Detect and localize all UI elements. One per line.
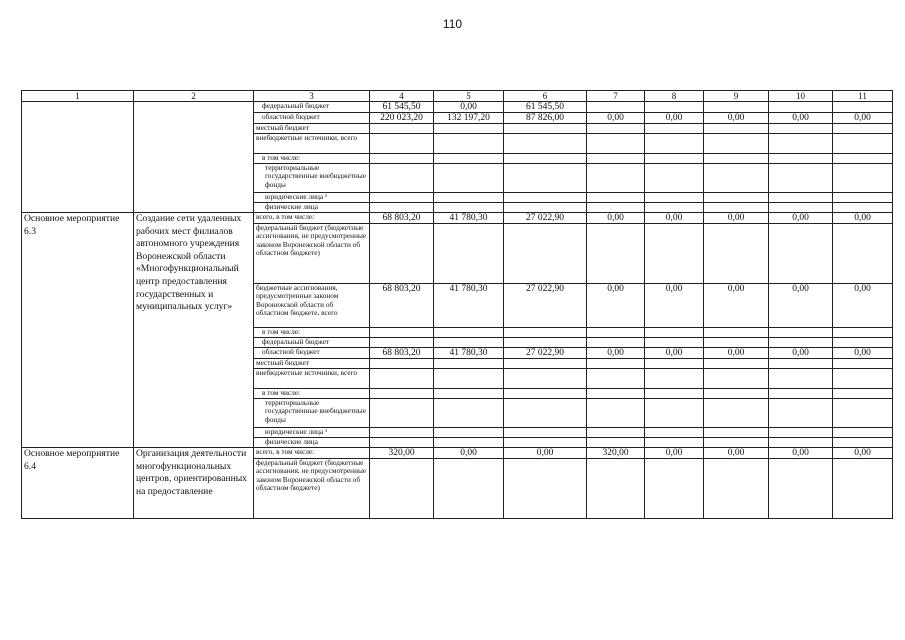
measure-name: Создание сети удаленных рабочих мест филиалов автономного учреждения Воронежской области «Многофункциональный центр предоставления государственных и муниципальных услуг» (134, 213, 254, 448)
value-cell (769, 328, 833, 338)
value-cell (704, 399, 769, 428)
value-cell: 68 803,20 (370, 348, 434, 359)
value-cell: 0,00 (504, 448, 587, 459)
value-cell: 0,00 (645, 113, 704, 124)
value-cell (504, 459, 587, 519)
value-cell (504, 399, 587, 428)
value-cell (587, 369, 645, 389)
value-cell (504, 134, 587, 154)
value-cell (587, 203, 645, 213)
value-cell (504, 338, 587, 348)
value-cell: 27 022,90 (504, 284, 587, 328)
value-cell (370, 389, 434, 399)
value-cell (704, 102, 769, 113)
value-cell: 61 545,50 (504, 102, 587, 113)
value-cell (587, 428, 645, 438)
value-cell: 0,00 (769, 284, 833, 328)
value-cell (645, 459, 704, 519)
value-cell: 0,00 (645, 348, 704, 359)
col-header: 6 (504, 91, 587, 102)
source-label: областной бюджет (254, 348, 370, 359)
value-cell (645, 328, 704, 338)
value-cell (704, 459, 769, 519)
col-header: 10 (769, 91, 833, 102)
value-cell (833, 134, 893, 154)
value-cell (434, 438, 504, 448)
value-cell (704, 369, 769, 389)
value-cell (645, 164, 704, 193)
source-label: местный бюджет (254, 359, 370, 369)
value-cell: 0,00 (769, 213, 833, 224)
value-cell: 41 780,30 (434, 213, 504, 224)
value-cell (370, 203, 434, 213)
value-cell (587, 102, 645, 113)
value-cell: 220 023,20 (370, 113, 434, 124)
measure-code: Основное мероприятие 6.3 (22, 213, 134, 448)
value-cell (704, 328, 769, 338)
source-label: всего, в том числе: (254, 448, 370, 459)
value-cell (370, 328, 434, 338)
value-cell (504, 224, 587, 284)
value-cell (645, 102, 704, 113)
value-cell: 0,00 (587, 284, 645, 328)
source-label: внебюджетные источники, всего (254, 369, 370, 389)
source-label: внебюджетные источники, всего (254, 134, 370, 154)
source-label: федеральный бюджет (бюджетные ассигнования, не предусмотренные законом Воронежской области об областном бюджете) (254, 224, 370, 284)
value-cell (645, 399, 704, 428)
value-cell: 320,00 (370, 448, 434, 459)
col-header: 1 (22, 91, 134, 102)
value-cell (833, 154, 893, 164)
value-cell (704, 193, 769, 203)
column-header-row (22, 91, 893, 102)
col-header: 4 (370, 91, 434, 102)
value-cell (833, 389, 893, 399)
source-label: в том числе: (254, 154, 370, 164)
value-cell (704, 428, 769, 438)
source-label: территориальные государственные внебюджетные фонды (254, 399, 370, 428)
value-cell (833, 203, 893, 213)
value-cell: 0,00 (769, 448, 833, 459)
value-cell (645, 154, 704, 164)
value-cell (587, 154, 645, 164)
value-cell (704, 438, 769, 448)
value-cell (833, 193, 893, 203)
value-cell: 68 803,20 (370, 284, 434, 328)
value-cell: 0,00 (434, 448, 504, 459)
table-row (22, 213, 893, 224)
source-label: местный бюджет (254, 124, 370, 134)
col-header: 8 (645, 91, 704, 102)
source-label: федеральный бюджет (254, 338, 370, 348)
value-cell (769, 359, 833, 369)
value-cell (769, 428, 833, 438)
value-cell (769, 369, 833, 389)
value-cell (645, 389, 704, 399)
value-cell (769, 438, 833, 448)
value-cell: 0,00 (587, 348, 645, 359)
value-cell: 0,00 (645, 448, 704, 459)
value-cell (370, 369, 434, 389)
value-cell: 0,00 (704, 284, 769, 328)
source-label: физические лица (254, 203, 370, 213)
value-cell (769, 224, 833, 284)
value-cell (769, 338, 833, 348)
value-cell (587, 459, 645, 519)
value-cell (645, 359, 704, 369)
value-cell (434, 459, 504, 519)
value-cell (833, 164, 893, 193)
value-cell: 87 826,00 (504, 113, 587, 124)
value-cell: 132 197,20 (434, 113, 504, 124)
value-cell (645, 134, 704, 154)
value-cell (434, 338, 504, 348)
value-cell (370, 154, 434, 164)
value-cell: 0,00 (833, 113, 893, 124)
value-cell (434, 399, 504, 428)
value-cell: 0,00 (833, 284, 893, 328)
value-cell: 27 022,90 (504, 213, 587, 224)
value-cell (645, 193, 704, 203)
value-cell (434, 389, 504, 399)
source-label: в том числе: (254, 328, 370, 338)
value-cell (370, 359, 434, 369)
value-cell (434, 224, 504, 284)
value-cell (769, 193, 833, 203)
value-cell (587, 359, 645, 369)
value-cell (769, 134, 833, 154)
value-cell (587, 134, 645, 154)
value-cell: 61 545,50 (370, 102, 434, 113)
value-cell (833, 338, 893, 348)
empty-cell (134, 102, 254, 213)
value-cell: 0,00 (833, 213, 893, 224)
value-cell (704, 224, 769, 284)
col-header: 2 (134, 91, 254, 102)
value-cell (645, 338, 704, 348)
value-cell (645, 428, 704, 438)
value-cell (769, 164, 833, 193)
col-header: 5 (434, 91, 504, 102)
value-cell (370, 193, 434, 203)
value-cell: 0,00 (704, 348, 769, 359)
value-cell (645, 438, 704, 448)
value-cell: 320,00 (587, 448, 645, 459)
value-cell (769, 124, 833, 134)
value-cell: 0,00 (704, 448, 769, 459)
source-label: бюджетные ассигнования, предусмотренные законом Воронежской области об областном бюджете, всего (254, 284, 370, 328)
value-cell (504, 164, 587, 193)
value-cell (769, 203, 833, 213)
value-cell (434, 328, 504, 338)
value-cell (504, 203, 587, 213)
value-cell (370, 124, 434, 134)
value-cell (370, 428, 434, 438)
value-cell: 27 022,90 (504, 348, 587, 359)
table-row (22, 448, 893, 459)
table-row (22, 102, 893, 113)
value-cell (587, 438, 645, 448)
value-cell (370, 338, 434, 348)
source-label: физические лица (254, 438, 370, 448)
value-cell: 0,00 (769, 348, 833, 359)
value-cell (504, 193, 587, 203)
value-cell (504, 369, 587, 389)
value-cell (504, 154, 587, 164)
col-header: 11 (833, 91, 893, 102)
value-cell (434, 134, 504, 154)
source-label: территориальные государственные внебюджетные фонды (254, 164, 370, 193)
value-cell (704, 164, 769, 193)
source-label: федеральный бюджет (бюджетные ассигнования, не предусмотренные законом Воронежской области об областном бюджете) (254, 459, 370, 519)
value-cell (587, 338, 645, 348)
value-cell (704, 338, 769, 348)
col-header: 9 (704, 91, 769, 102)
value-cell (504, 328, 587, 338)
value-cell (704, 389, 769, 399)
value-cell (434, 154, 504, 164)
value-cell (504, 359, 587, 369)
value-cell (587, 224, 645, 284)
value-cell (370, 459, 434, 519)
value-cell (704, 124, 769, 134)
value-cell: 0,00 (833, 348, 893, 359)
value-cell (587, 164, 645, 193)
value-cell: 0,00 (704, 213, 769, 224)
value-cell (370, 164, 434, 193)
value-cell (833, 438, 893, 448)
value-cell (645, 203, 704, 213)
value-cell: 0,00 (645, 213, 704, 224)
value-cell (704, 359, 769, 369)
value-cell (833, 224, 893, 284)
measure-code: Основное мероприятие 6.4 (22, 448, 134, 519)
value-cell (587, 399, 645, 428)
page-number: 110 (442, 17, 463, 31)
value-cell (504, 428, 587, 438)
source-label: областной бюджет (254, 113, 370, 124)
value-cell (645, 224, 704, 284)
value-cell (769, 102, 833, 113)
value-cell (504, 389, 587, 399)
budget-table (21, 90, 893, 519)
value-cell: 41 780,30 (434, 348, 504, 359)
value-cell (704, 134, 769, 154)
value-cell: 0,00 (833, 448, 893, 459)
value-cell (833, 459, 893, 519)
value-cell: 68 803,20 (370, 213, 434, 224)
value-cell (370, 134, 434, 154)
value-cell (833, 399, 893, 428)
source-label: федеральный бюджет (254, 102, 370, 113)
col-header: 7 (587, 91, 645, 102)
value-cell (833, 102, 893, 113)
source-label: всего, в том числе: (254, 213, 370, 224)
value-cell: 0,00 (587, 113, 645, 124)
value-cell (504, 124, 587, 134)
value-cell: 0,00 (645, 284, 704, 328)
value-cell (769, 459, 833, 519)
value-cell (434, 369, 504, 389)
source-label: в том числе: (254, 389, 370, 399)
value-cell (434, 428, 504, 438)
value-cell: 0,00 (704, 113, 769, 124)
value-cell: 0,00 (587, 213, 645, 224)
value-cell (769, 389, 833, 399)
value-cell (645, 124, 704, 134)
value-cell (769, 154, 833, 164)
value-cell: 0,00 (434, 102, 504, 113)
value-cell: 0,00 (769, 113, 833, 124)
value-cell (645, 369, 704, 389)
value-cell (587, 124, 645, 134)
value-cell (833, 369, 893, 389)
value-cell (704, 154, 769, 164)
empty-cell (22, 102, 134, 213)
value-cell (434, 203, 504, 213)
value-cell (833, 428, 893, 438)
value-cell (370, 399, 434, 428)
value-cell (587, 193, 645, 203)
value-cell: 41 780,30 (434, 284, 504, 328)
value-cell (587, 328, 645, 338)
measure-name: Организация деятельности многофункциональных центров, ориентированных на предоставление (134, 448, 254, 519)
source-label: юридические лица ¹ (254, 193, 370, 203)
value-cell (434, 164, 504, 193)
value-cell (434, 124, 504, 134)
value-cell (370, 224, 434, 284)
value-cell (833, 328, 893, 338)
value-cell (833, 359, 893, 369)
value-cell (370, 438, 434, 448)
value-cell (769, 399, 833, 428)
value-cell (434, 193, 504, 203)
source-label: юридические лица ¹ (254, 428, 370, 438)
value-cell (504, 438, 587, 448)
col-header: 3 (254, 91, 370, 102)
value-cell (704, 203, 769, 213)
value-cell (587, 389, 645, 399)
value-cell (833, 124, 893, 134)
value-cell (434, 359, 504, 369)
